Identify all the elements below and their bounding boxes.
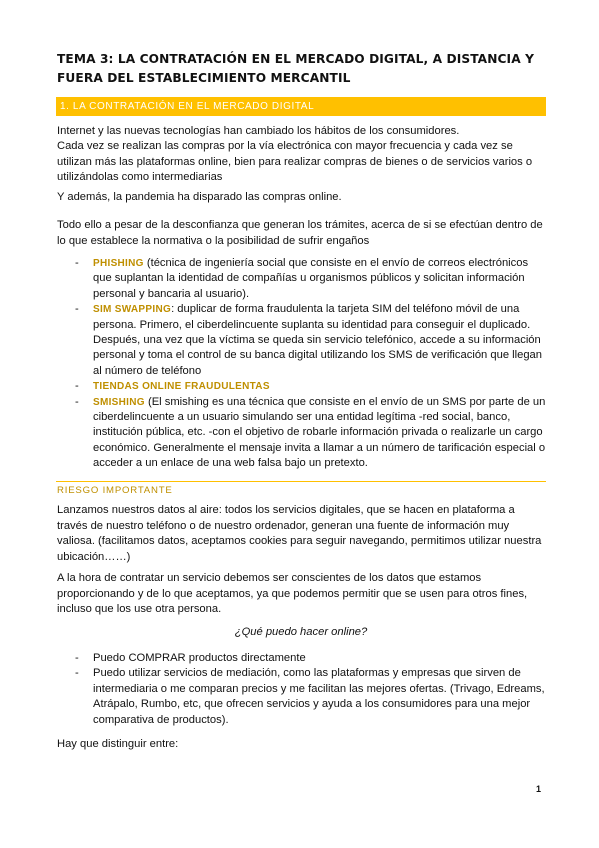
option-mediation: Puedo utilizar servicios de mediación, como las plataformas y empresas que sirven de intermediaria o me comparan precios y me facilitan las mejores ofertas. (Trivago, Edreams, Atrápalo, Rumbo, etc, que ofrecen servicios y ayuda a los consumidores para una mejor comparativa de productos). — [93, 667, 545, 726]
closing-line: Hay que distinguir entre: — [57, 738, 179, 750]
risk-heading: RIESGO IMPORTANTE — [57, 485, 173, 496]
risk-paragraph-1: Lanzamos nuestros datos al aire: todos los servicios digitales, que se hacen en plataforma a través de nuestro teléfono o de nuestro ordenador, generan una fuente de información muy valiosa. (facilitamos datos, aceptamos cookies para seguir navegando, permitimos utilizar nuestra ubicación……) — [57, 504, 542, 563]
list-item — [57, 651, 547, 666]
list-item — [57, 302, 547, 379]
phishing-description: (técnica de ingeniería social que consiste en el envío de correos electrónicos que suplantan la identidad de compañías u organismos públicos y solicitan información personal y bancaria al usuario). — [93, 257, 529, 300]
risk-paragraph-2: A la hora de contratar un servicio debemos ser conscientes de los datos que estamos proporcionando y de lo que aceptamos, ya que podemos permitir que se usen para otros fines, incluso que los use otra persona. — [57, 572, 528, 616]
list-item — [57, 395, 547, 472]
fraud-list — [57, 256, 547, 472]
list-dash: - — [75, 652, 79, 664]
list-dash: - — [75, 380, 79, 393]
intro-paragraph: Cada vez se realizan las compras por la vía electrónica con mayor frecuencia y cada vez se utilizan más las plataformas online, bien para realizar compras de bienes o de servicios varios o utilizándolas como intermediarias — [57, 140, 533, 184]
section-divider — [56, 481, 546, 482]
online-question: ¿Qué puedo hacer online? — [234, 626, 368, 638]
phishing-keyword: PHISHING — [93, 258, 144, 269]
list-dash: - — [75, 303, 79, 316]
smishing-keyword: SMISHING — [93, 396, 145, 408]
smishing-description: (El smishing es una técnica que consiste en el envío de un SMS por parte de un ciberdelincuente a un usuario simulando ser una entidad legítima -red social, banco, institución pública, etc. -con el objetivo de robarle información privada o realizarle un cargo económico. Generalmente el mensaje invita a llamar a un número de tarificación especial o acceder a un enlace de una web falsa bajo un pretexto. — [93, 395, 546, 470]
section-heading-bar — [56, 97, 546, 116]
document-title: TEMA 3: LA CONTRATACIÓN EN EL MERCADO DIGITAL, A DISTANCIA Y FUERA DEL ESTABLECIMIENTO MERCANTIL — [57, 52, 534, 85]
list-dash: - — [75, 257, 79, 269]
list-dash: - — [75, 395, 79, 408]
section-heading: 1. LA CONTRATACIÓN EN EL MERCADO DIGITAL — [60, 101, 315, 112]
intro-line-1: Internet y las nuevas tecnologías han cambiado los hábitos de los consumidores. — [57, 125, 460, 137]
list-item — [57, 379, 547, 394]
option-buy: Puedo COMPRAR productos directamente — [93, 652, 306, 664]
online-options-list — [57, 651, 547, 728]
sim-swapping-description: : duplicar de forma fraudulenta la tarjeta SIM del teléfono móvil de una persona. Primero, el ciberdelincuente suplanta su identidad para conseguir el duplicado. Después, una vez que la víctima se queda sin servicio telefónico, accede a su información personal y toma el control de su banca digital utilizando los SMS de verificación que llegan al número de teléfono — [93, 303, 543, 377]
distrust-paragraph: Todo ello a pesar de la desconfianza que generan los trámites, acerca de si se efectúan dentro de lo que establece la normativa o la posibilidad de sufrir engaños — [57, 219, 543, 247]
list-item — [57, 666, 547, 728]
list-dash: - — [75, 667, 79, 680]
fraudulent-shops-keyword: TIENDAS ONLINE FRAUDULENTAS — [93, 381, 270, 393]
pandemic-paragraph: Y además, la pandemia ha disparado las compras online. — [57, 191, 342, 203]
page-number: 1 — [536, 784, 542, 794]
list-item — [57, 256, 547, 302]
sim-swapping-keyword: SIM SWAPPING — [93, 304, 172, 316]
